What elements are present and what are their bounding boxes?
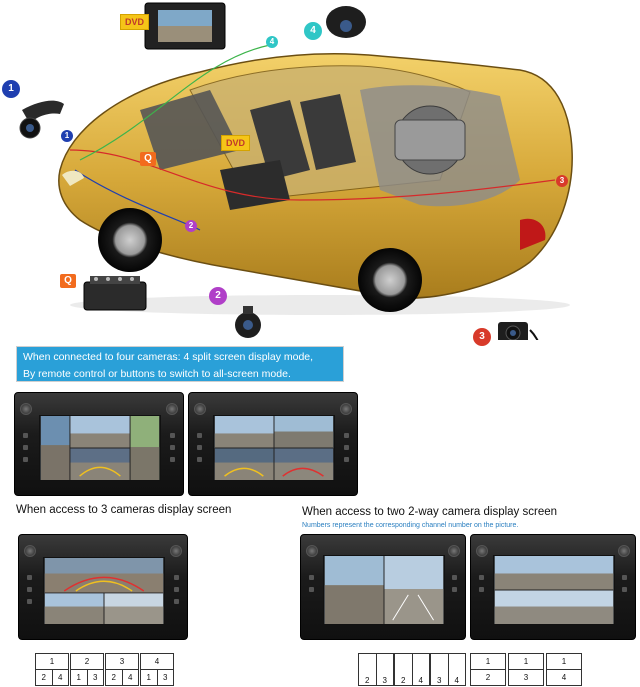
- camera-2-badge: 2: [209, 287, 227, 305]
- four-camera-info-banner: [16, 346, 344, 382]
- channel-cell: 4: [122, 670, 139, 686]
- three-camera-caption: When access to 3 cameras display screen: [16, 504, 232, 516]
- channel-table: [508, 653, 544, 686]
- dvd-head-unit-thumbnail: [145, 3, 225, 49]
- camera-1-badge: 1: [2, 80, 20, 98]
- channel-cell: 3: [431, 654, 449, 686]
- camera-2-wire-badge: 2: [185, 220, 197, 232]
- head-unit-three-camera: [18, 534, 188, 640]
- camera-4-badge: 4: [304, 22, 322, 40]
- camera-3-thumbnail: [498, 322, 548, 340]
- three-camera-screen: [43, 557, 165, 625]
- quad-split-screen: [39, 415, 161, 481]
- control-box: [84, 276, 146, 310]
- channel-table: [546, 653, 582, 686]
- two-way-note: Numbers represent the corresponding channel number on the picture.: [302, 522, 519, 529]
- dvd-label: DVD: [120, 14, 149, 30]
- q-label-on-car: Q: [140, 152, 156, 166]
- head-unit-two-way-vertical: [300, 534, 466, 640]
- car-cutaway-illustration: [0, 0, 640, 340]
- channel-cell: 3: [376, 654, 394, 686]
- camera-1-wire-badge: 1: [61, 130, 73, 142]
- volume-knob: [306, 545, 318, 557]
- channel-table: [105, 653, 139, 686]
- channel-cell: 2: [395, 654, 413, 686]
- channel-table: [358, 653, 394, 686]
- channel-cell: 1: [471, 654, 506, 670]
- channel-cell: 1: [509, 654, 544, 670]
- channel-table: [140, 653, 174, 686]
- tune-knob: [170, 545, 182, 557]
- head-unit-quad-view-alt: [188, 392, 358, 496]
- channel-cell: 3: [106, 654, 139, 670]
- two-way-horizontal-split-screen: [493, 555, 615, 625]
- channel-cell: 2: [71, 654, 104, 670]
- channel-cell: 1: [141, 670, 158, 686]
- channel-cell: 3: [87, 670, 104, 686]
- channel-table: [430, 653, 466, 686]
- channel-table: [35, 653, 69, 686]
- channel-cell: 4: [52, 670, 69, 686]
- channel-cell: 3: [157, 670, 174, 686]
- channel-cell: 4: [412, 654, 430, 686]
- channel-table: [70, 653, 104, 686]
- q-label-control-box: Q: [60, 274, 76, 288]
- channel-cell: 1: [547, 654, 582, 670]
- channel-cell: 4: [547, 670, 582, 686]
- channel-cell: 1: [36, 654, 69, 670]
- channel-table: [394, 653, 430, 686]
- head-unit-quad-view: [14, 392, 184, 496]
- channel-cell: 4: [448, 654, 466, 686]
- tune-knob: [166, 403, 178, 415]
- dvd-label-on-car: DVD: [221, 135, 250, 151]
- channel-cell: 2: [471, 670, 506, 686]
- channel-cell: 2: [359, 654, 377, 686]
- channel-cell: 4: [141, 654, 174, 670]
- channel-table: [470, 653, 506, 686]
- camera-4-wire-badge: 4: [266, 36, 278, 48]
- volume-knob: [194, 403, 206, 415]
- volume-knob: [20, 403, 32, 415]
- camera-3-wire-badge: 3: [556, 175, 568, 187]
- camera-1-thumbnail: [20, 101, 64, 138]
- camera-4-thumbnail: [326, 6, 366, 38]
- channel-cell: 2: [106, 670, 123, 686]
- two-way-vertical-split-screen: [323, 555, 445, 625]
- volume-knob: [24, 545, 36, 557]
- volume-knob: [476, 545, 488, 557]
- head-unit-two-way-horizontal: [470, 534, 636, 640]
- channel-cell: 2: [36, 670, 53, 686]
- quad-grid-screen: [213, 415, 335, 481]
- banner-line-2: By remote control or buttons to switch to all-screen mode.: [23, 368, 291, 380]
- two-way-caption: When access to two 2-way camera display screen: [302, 506, 558, 518]
- car-installation-diagram: [0, 0, 640, 340]
- banner-line-1: When connected to four cameras: 4 split screen display mode,: [23, 351, 314, 363]
- channel-cell: 1: [71, 670, 88, 686]
- channel-cell: 3: [509, 670, 544, 686]
- tune-knob: [618, 545, 630, 557]
- camera-3-badge: 3: [473, 328, 491, 346]
- tune-knob: [448, 545, 460, 557]
- tune-knob: [340, 403, 352, 415]
